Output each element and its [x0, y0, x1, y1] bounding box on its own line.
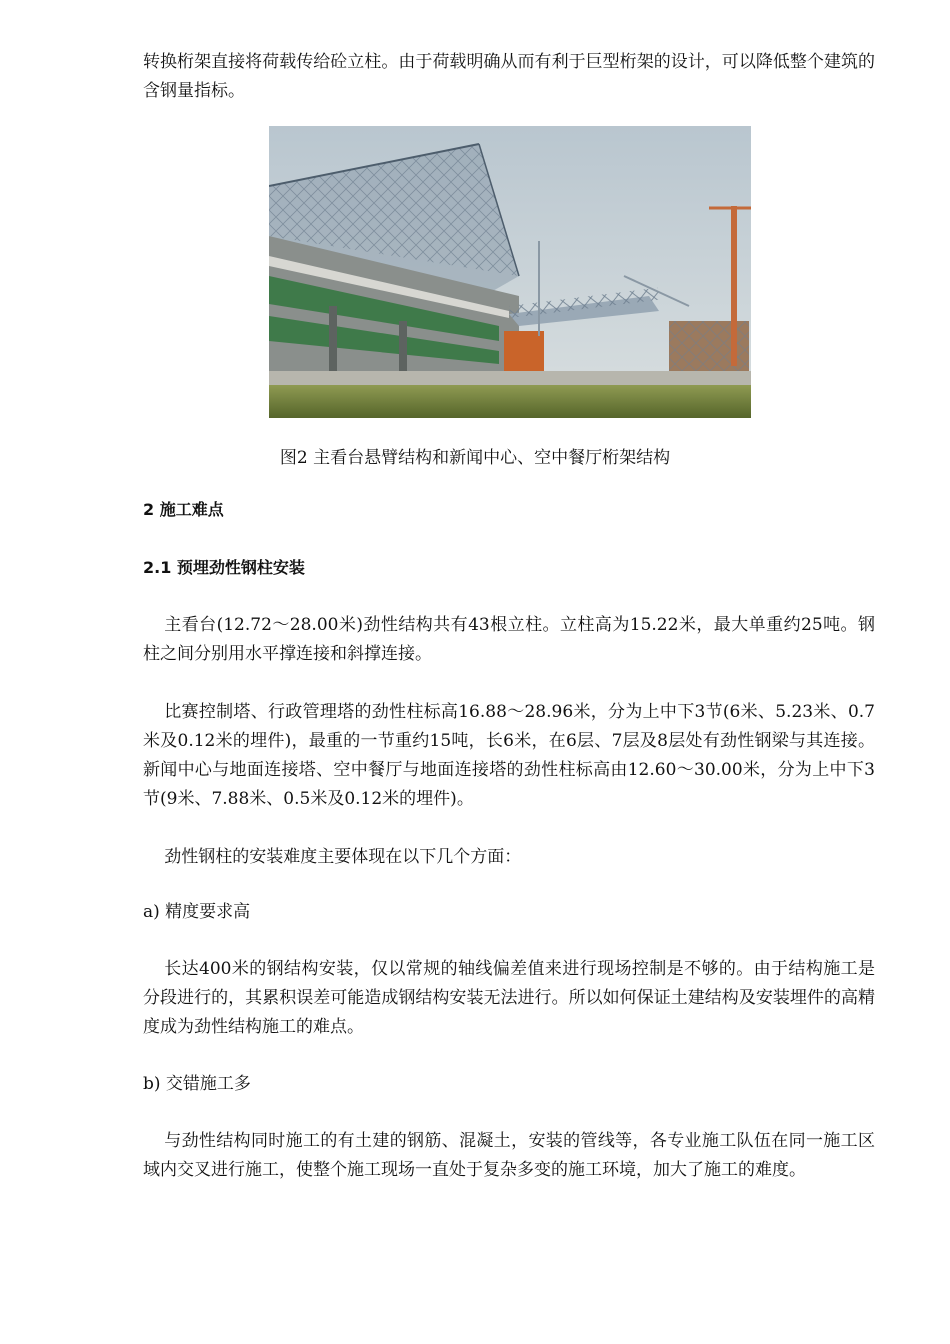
intro-paragraph: 转换桁架直接将荷载传给砼立柱。由于荷载明确从而有利于巨型桁架的设计，可以降低整个建筑的含钢量指标。	[143, 52, 875, 101]
section-heading-2-1: 2.1 预埋劲性钢柱安装	[143, 558, 305, 577]
stadium-photo-illustration	[269, 126, 751, 418]
list-item-a: a) 精度要求高	[143, 902, 251, 922]
figure-caption: 图2 主看台悬臂结构和新闻中心、空中餐厅桁架结构	[279, 448, 671, 468]
stadium-photo	[269, 126, 751, 418]
paragraph-tower-columns: 比赛控制塔、行政管理塔的劲性柱标高16.88～28.96米，分为上中下3节(6米、5.23米、0.7米及0.12米的埋件)，最重的一节重约15吨，长6米，在6层、7层及8层处有劲性钢梁与其连接。新闻中心与地面连接塔、空中餐厅与地面连接塔的劲性柱标高由12.60～30.00米，分为上中下3节(9米、7.88米、0.5米及0.12米的埋件)。	[143, 702, 875, 809]
section-heading-2: 2 施工难点	[143, 500, 224, 519]
paragraph-cross-construction: 与劲性结构同时施工的有土建的钢筋、混凝土，安装的管线等，各专业施工队伍在同一施工区域内交叉进行施工，使整个施工现场一直处于复杂多变的施工环境，加大了施工的难度。	[143, 1131, 875, 1180]
paragraph-difficulty-intro: 劲性钢柱的安装难度主要体现在以下几个方面：	[164, 847, 522, 867]
paragraph-precision: 长达400米的钢结构安装，仅以常规的轴线偏差值来进行现场控制是不够的。由于结构施工是分段进行的，其累积误差可能造成钢结构安装无法进行。所以如何保证土建结构及安装埋件的高精度成为劲性结构施工的难点。	[143, 959, 875, 1037]
paragraph-main-stand-columns: 主看台(12.72～28.00米)劲性结构共有43根立柱。立柱高为15.22米，最大单重约25吨。钢柱之间分别用水平撑连接和斜撑连接。	[143, 615, 875, 664]
list-item-b: b) 交错施工多	[143, 1074, 251, 1094]
